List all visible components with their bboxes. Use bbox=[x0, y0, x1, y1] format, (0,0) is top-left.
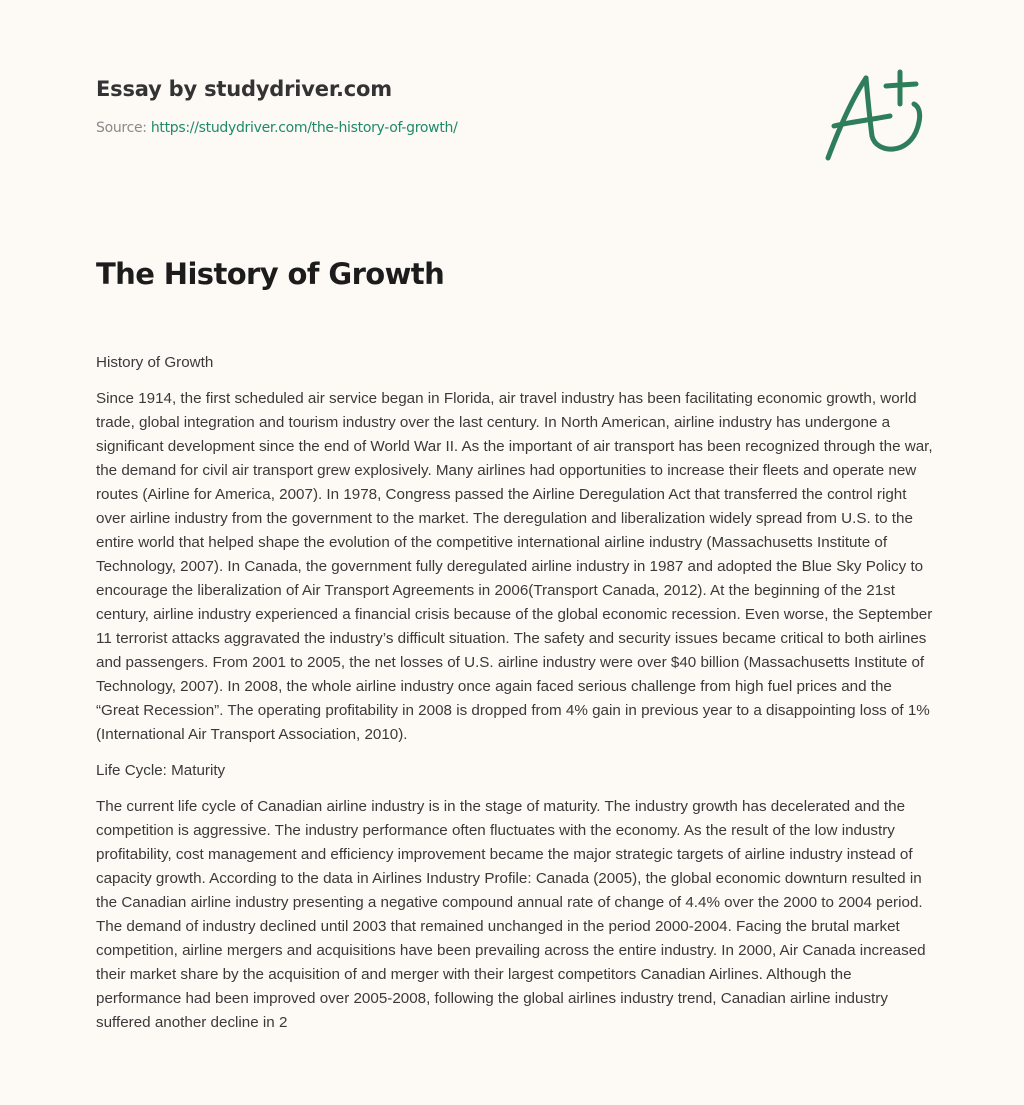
section-heading: Life Cycle: Maturity bbox=[96, 762, 226, 779]
source-link[interactable]: https://studydriver.com/the-history-of-growth/ bbox=[150, 120, 458, 136]
section-paragraph: The current life cycle of Canadian airline industry is in the stage of maturity. The industry growth has decelerated and the competition is aggressive. The industry performance often fluctuates with the economy. As the result of the low industry profitability, cost management and efficiency improvement became the major strategic targets of airline industry instead of capacity growth. According to the data in Airlines Industry Profile: Canada (2005), the global economic downturn resulted in the Canadian airline industry presenting a negative compound annual rate of change of 4.4% over the 2000 to 2004 period. The demand of industry declined until 2003 that remained unchanged in the period 2000-2004. Facing the brutal market competition, airline mergers and acquisitions have been prevailing across the entire industry. In 2000, Air Canada increased their market share by the acquisition of and merger with their largest competitors Canadian Airlines. Although the performance had been improved over 2005-2008, following the global airlines industry trend, Canadian airline industry suffered another decline in 2 bbox=[96, 798, 926, 1031]
source-line bbox=[96, 118, 796, 138]
site-title: Essay by studydriver.com bbox=[96, 77, 392, 101]
essay-header bbox=[96, 74, 796, 138]
source-label: Source: bbox=[96, 120, 151, 136]
section-paragraph: Since 1914, the first scheduled air service began in Florida, air travel industry has been facilitating economic growth, world trade, global integration and tourism industry over the last century. In North American, airline industry has undergone a significant development since the end of World War II. As the important of air transport has been recognized through the war, the demand for civil air transport grew explosively. Many airlines had opportunities to increase their fleets and operate new routes (Airline for America, 2007). In 1978, Congress passed the Airline Deregulation Act that transferred the control right over airline industry from the government to the market. The deregulation and liberalization widely spread from U.S. to the entire world that helped shape the evolution of the competitive international airline industry (Massachusetts Institute of Technology, 2007). In Canada, the government fully deregulated airline industry in 1987 and adopted the Blue Sky Policy to encourage the liberalization of Air Transport Agreements in 2006(Transport Canada, 2012). At the beginning of the 21st century, airline industry experienced a financial crisis because of the global economic recession. Even worse, the September 11 terrorist attacks aggravated the industry’s difficult situation. The safety and security issues became critical to both airlines and passengers. From 2001 to 2005, the net losses of U.S. airline industry were over $40 billion (Massachusetts Institute of Technology, 2007). In 2008, the whole airline industry once again faced serious challenge from high fuel prices and the “Great Recession”. The operating profitability in 2008 is dropped from 4% gain in previous year to a disappointing loss of 1% (International Air Transport Association, 2010). bbox=[96, 390, 933, 743]
page-title: The History of Growth bbox=[96, 257, 445, 291]
essay-content bbox=[96, 351, 936, 1047]
a-plus-logo-icon bbox=[820, 66, 930, 166]
section-heading: History of Growth bbox=[96, 354, 214, 371]
